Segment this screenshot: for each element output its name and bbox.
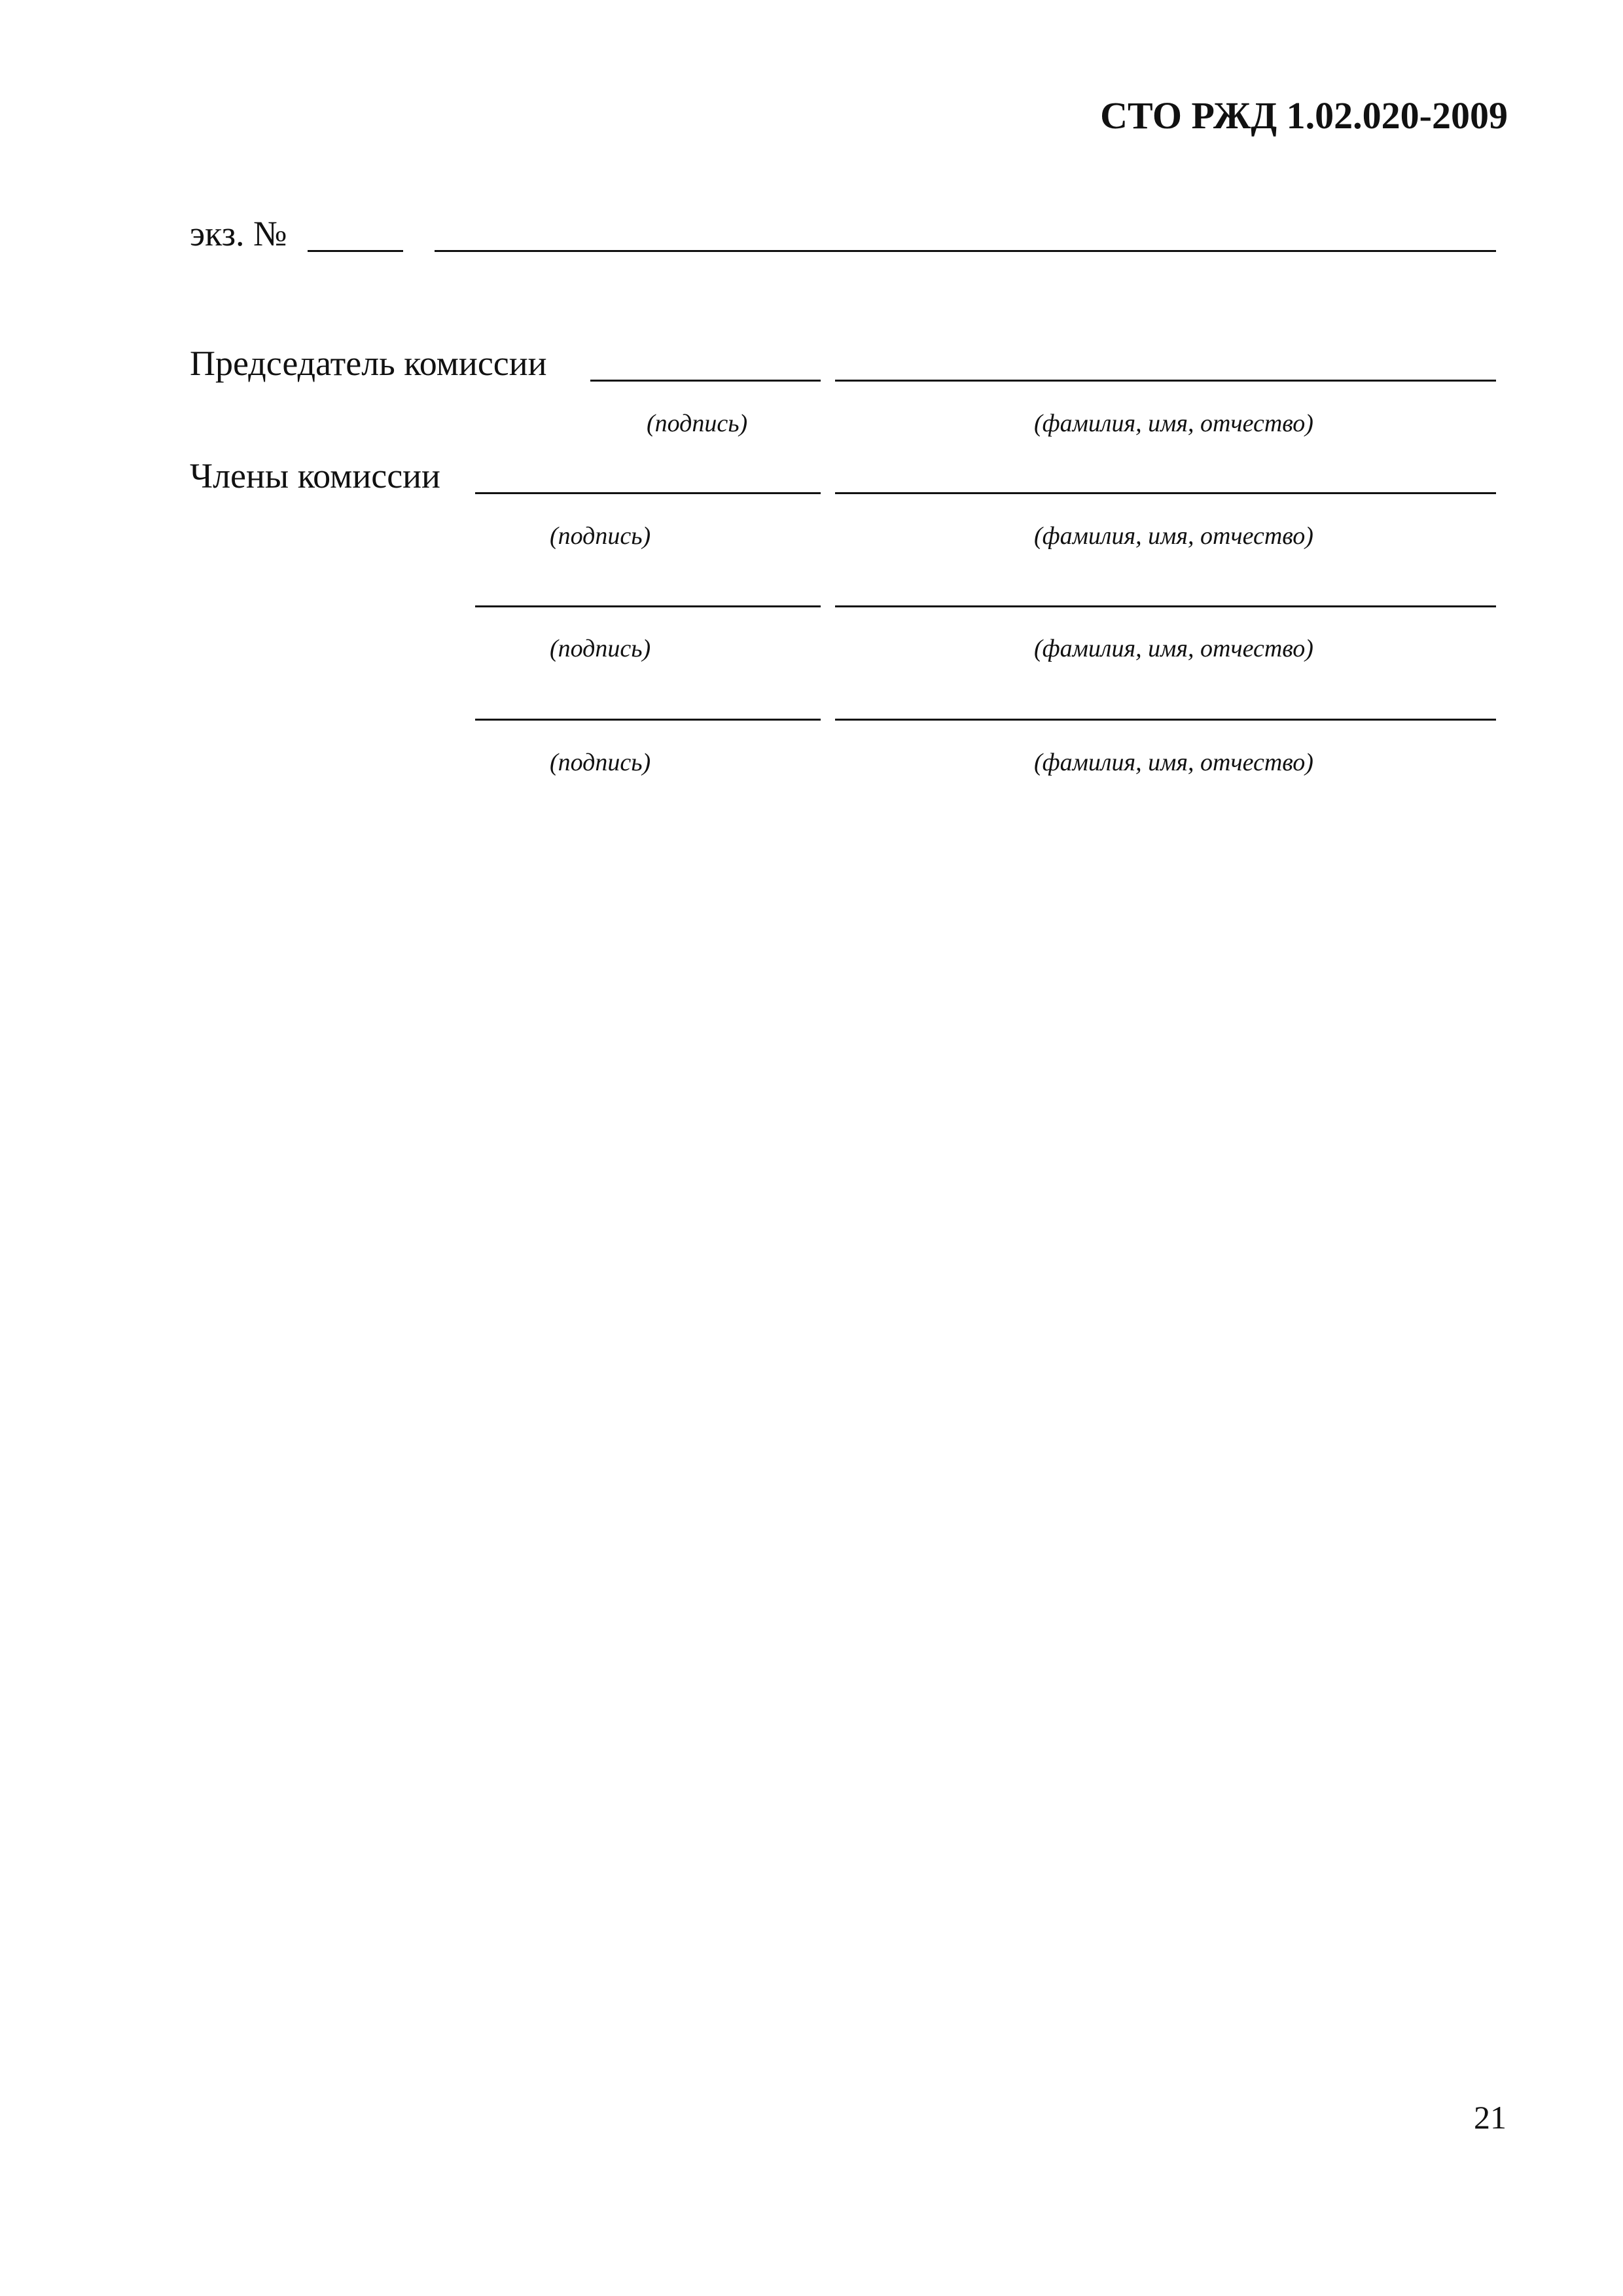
copy-number-description-field[interactable] bbox=[435, 250, 1496, 252]
member-3-signature-field[interactable] bbox=[475, 719, 821, 721]
member-1-name-field[interactable] bbox=[835, 492, 1496, 494]
chairman-signature-caption: (подпись) bbox=[647, 410, 748, 437]
member-2-signature-field[interactable] bbox=[475, 605, 821, 607]
page-number: 21 bbox=[1474, 2099, 1507, 2136]
member-1-signature-field[interactable] bbox=[475, 492, 821, 494]
member-2-name-field[interactable] bbox=[835, 605, 1496, 607]
copy-number-field[interactable] bbox=[308, 250, 403, 252]
member-1-name-caption: (фамилия, имя, отчество) bbox=[1034, 522, 1313, 550]
chairman-signature-field[interactable] bbox=[590, 380, 821, 382]
chairman-name-field[interactable] bbox=[835, 380, 1496, 382]
chairman-name-caption: (фамилия, имя, отчество) bbox=[1034, 410, 1313, 437]
member-3-name-field[interactable] bbox=[835, 719, 1496, 721]
member-1-signature-caption: (подпись) bbox=[550, 522, 651, 550]
member-2-signature-caption: (подпись) bbox=[550, 635, 651, 662]
document-code: СТО РЖД 1.02.020-2009 bbox=[1100, 94, 1508, 137]
member-3-signature-caption: (подпись) bbox=[550, 749, 651, 776]
member-3-name-caption: (фамилия, имя, отчество) bbox=[1034, 749, 1313, 776]
member-2-name-caption: (фамилия, имя, отчество) bbox=[1034, 635, 1313, 662]
members-label: Члены комиссии bbox=[190, 456, 440, 495]
copy-number-label: экз. № bbox=[190, 214, 287, 253]
chairman-label: Председатель комиссии bbox=[190, 344, 547, 383]
